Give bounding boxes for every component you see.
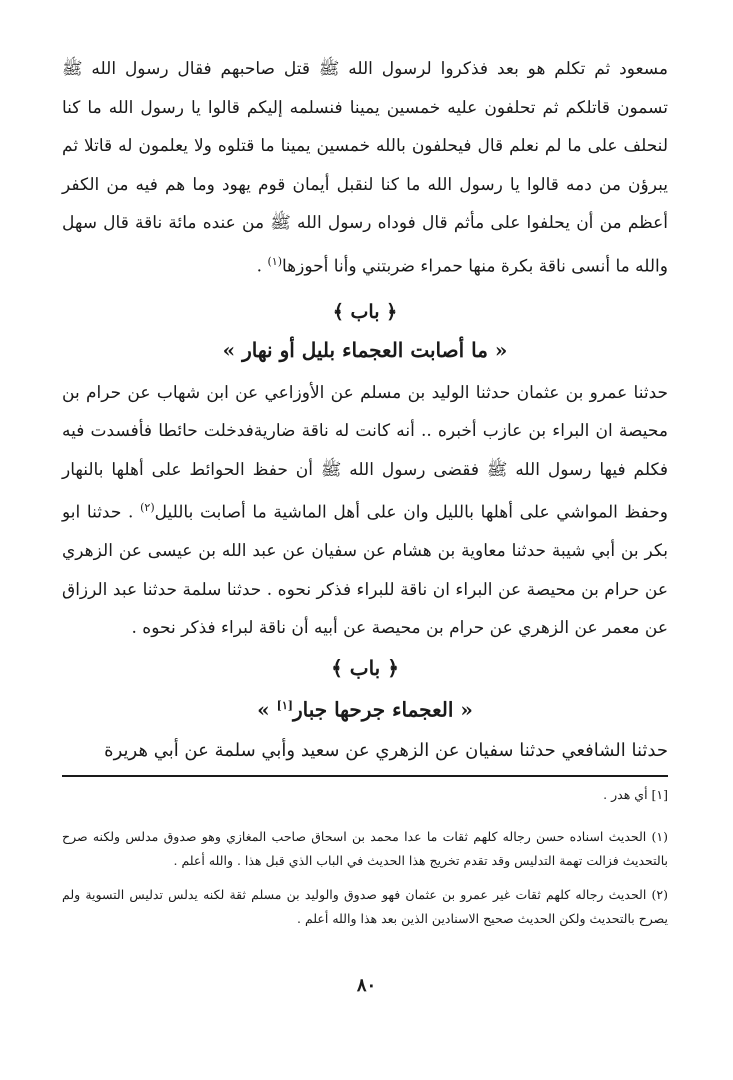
chapter-heading-2 — [62, 648, 668, 728]
chapter-title — [62, 688, 668, 728]
chapter-title-text: « العجماء جرحها جبار — [292, 697, 473, 722]
chapter-title: « ما أصابت العجماء بليل أو نهار » — [222, 337, 508, 362]
paragraph-text: حدثنا عمرو بن عثمان حدثنا الوليد بن مسلم عن الأوزاعي عن ابن شهاب عن حرام بن محيصة ان البراء بن عازب أخبره .. أنه كانت له ناقة ضاريةفدخلت حائطا فأفسدت فيه فكلم فيها رسول الله ﷺ فقضى رسول الله ﷺ أن حفظ الحوائط على أهلها بالنهار وحفظ المواشي على أهلها بالليل وان على أهل الماشية ما أصابت بالليل — [62, 382, 669, 523]
paragraph-hadith-bara — [62, 374, 668, 648]
chapter-label: ﴿ باب ﴾ — [332, 300, 398, 323]
paragraph-text-continued: . حدثنا ابو بكر بن أبي شيبة حدثنا معاوية بن هشام عن سفيان عن عبد الله بن عيسى عن الزهري عن حرام بن محيصة عن البراء ان ناقة للبراء فذكر نحوه . حدثنا سلمة حدثنا عبد الرزاق عن معمر عن الزهري عن حرام بن محيصة عن أبيه أن ناقة لبراء فذكر نحوه . — [62, 502, 668, 639]
paragraph-hadith-qasama — [62, 50, 668, 286]
book-page — [62, 50, 668, 941]
footnote-1: (١) الحديث اسناده حسن رجاله كلهم ثقات ما عدا محمد بن اسحاق صاحب المغازي وهو صدوق مدلس ولكنه صرح بالتحديث فزالت تهمة التدليس وقد تقدم تخريج هذا الحديث في الباب الذي قبل هذا . والله أعلم . — [62, 829, 668, 869]
chapter-title-close: » — [257, 697, 277, 722]
paragraph-hadith-shafii: حدثنا الشافعي حدثنا سفيان عن الزهري عن سعيد وأبي سلمة عن أبي هريرة — [62, 729, 668, 777]
footnotes — [62, 783, 668, 931]
footnote-2: (٢) الحديث رجاله كلهم ثقات غير عمرو بن عثمان فهو صدوق والوليد بن مسلم ثقة لكنه يدلس تدليس التسوية ولم يصرح بالتحديث ولكن الحديث صحيح الاسنادين الذين بعد هذا والله أعلم . — [62, 887, 668, 927]
footnote-bracket-1: [١] أي هدر . — [603, 787, 668, 803]
paragraph-text: مسعود ثم تكلم هو بعد فذكروا لرسول الله ﷺ قتل صاحبهم فقال رسول الله ﷺ تسمون قاتلكم ثم تحلفون عليه خمسين يمينا فنسلمه إليكم قالوا يا رسول الله ما كنا لنحلف على ما لم نعلم قال فيحلفون بالله خمسين يمينا ما قتلوه ولا يعلمون له قاتلا ثم يبرؤن من دمه قالوا يا رسول الله ما كنا لنقبل أيمان قوم يهود وما هم فيه من الكفر أعظم من أن يحلفوا على مأثم قال فوداه رسول الله ﷺ من عنده مائة ناقة قال سهل والله ما أنسى ناقة بكرة منها حمراء ضربتني وأنا أحوزها — [62, 59, 668, 277]
bracket-note-ref[interactable]: [١] — [276, 698, 293, 712]
sentence-end: . — [256, 256, 268, 277]
footnote-ref-2[interactable]: (٢) — [140, 501, 155, 515]
chapter-heading-1 — [62, 292, 668, 368]
chapter-label: ﴿ باب ﴾ — [331, 655, 399, 680]
footnote-ref-1[interactable]: (١) — [267, 254, 282, 268]
page-number: ٨٠ — [356, 975, 377, 996]
